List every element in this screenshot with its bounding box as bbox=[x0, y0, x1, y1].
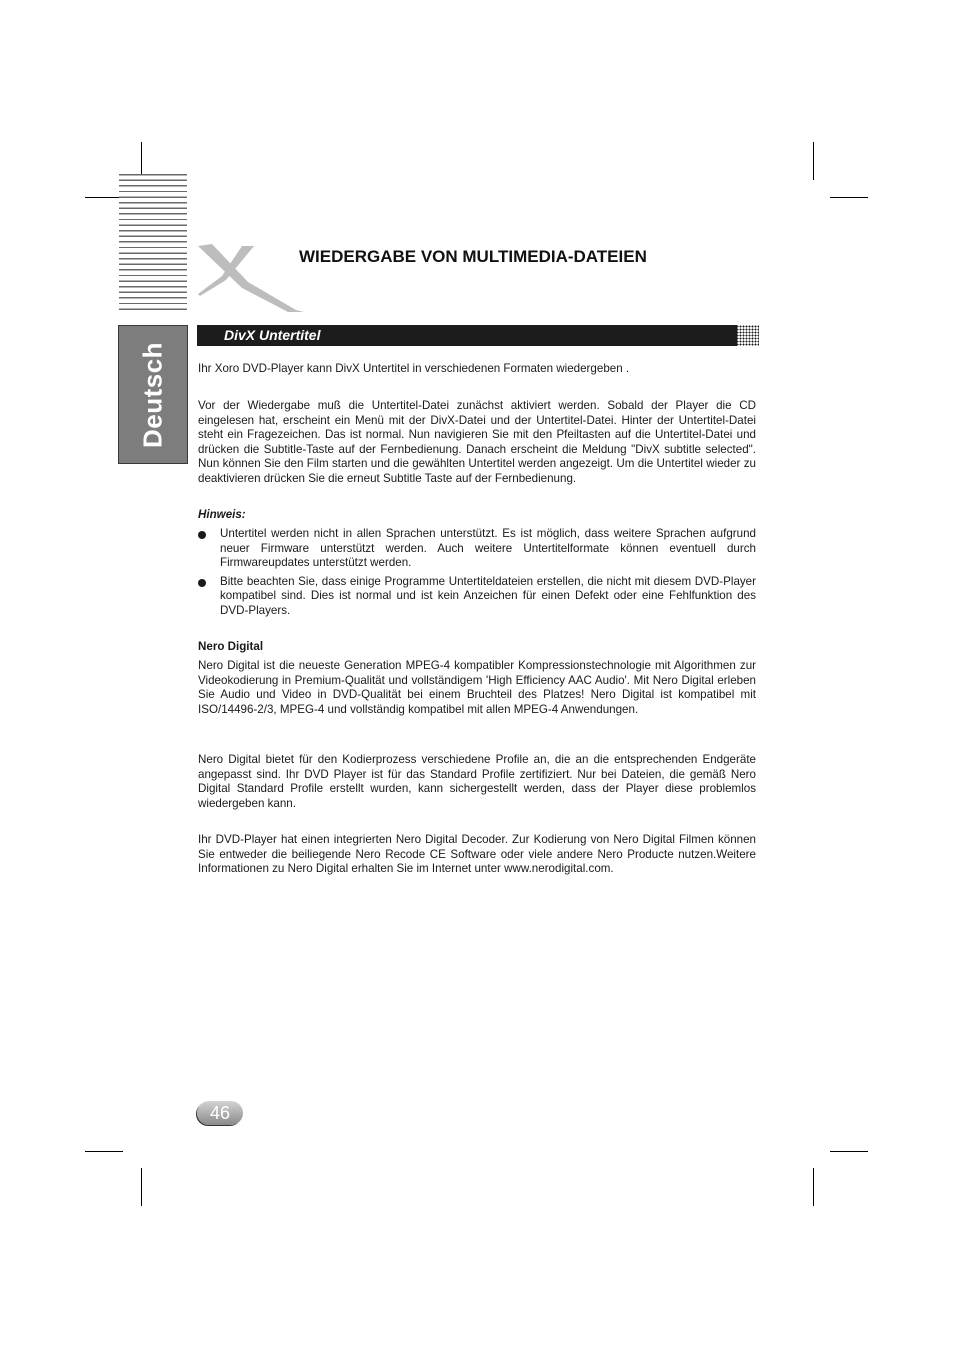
list-item-text: Bitte beachten Sie, dass einige Programme Untertiteldateien erstellen, die nicht mit diesem DVD-Player kompatibel sind. Dies ist normal und ist kein Anzeichen für einen Defekt oder eine Fehlfunktion des DVD-Players. bbox=[220, 574, 756, 617]
nero-paragraph-2 bbox=[198, 753, 756, 811]
crop-mark-bottom-right-h bbox=[830, 1151, 868, 1152]
paragraph-text: Nero Digital ist die neueste Generation MPEG-4 kompatibler Kompressionstechnologie mit Algorithmen zur Videokodierung in Premium-Qualität und vollständigem 'High Efficiency AAC Audio'. Mit Nero Digital erleben Sie Audio und Video in DVD-Qualität bei einem Bruchteil des Platzes! Nero Digital ist kompatibel mit ISO/14496-2/3, MPEG-4 und vollständig kompatibel mit allen MPEG-4 Anwendungen. bbox=[198, 659, 756, 716]
list-item bbox=[198, 527, 756, 571]
note-heading: Hinweis: bbox=[198, 508, 246, 521]
crop-mark-top-left-h bbox=[85, 197, 123, 198]
paragraph-text: Nero Digital bietet für den Kodierprozess verschiedene Profile an, die an die entsprechenden Endgeräte angepasst sind. Ihr DVD Player ist für das Standard Profile zertifiziert. Nur bei Dateien, die gemäß Nero Digital Standard Profile erstellt wurden, kann sichergestellt werden, dass der Player diese problemlos wiedergeben kann. bbox=[198, 753, 756, 810]
language-tab-label: Deutsch bbox=[137, 341, 168, 448]
language-tab bbox=[118, 325, 188, 464]
crop-mark-bottom-left-v bbox=[141, 1168, 142, 1206]
intro-paragraph bbox=[198, 362, 756, 377]
sidebar-stripes bbox=[119, 174, 187, 314]
nero-paragraph-1 bbox=[198, 659, 756, 717]
list-item-text: Untertitel werden nicht in allen Sprachen unterstützt. Es ist möglich, dass weitere Sprachen aufgrund neuer Firmware unterstützt werden. Auch weitere Untertitelformate können eventuell durch Firmwareupdates unterstützt werden. bbox=[220, 527, 756, 569]
intro-text: Ihr Xoro DVD-Player kann DivX Untertitel in verschiedenen Formaten wiedergeben . bbox=[198, 362, 630, 375]
page-number: 46 bbox=[197, 1101, 243, 1125]
list-item bbox=[198, 575, 756, 619]
xoro-x-logo-icon bbox=[196, 240, 306, 315]
note-list bbox=[198, 527, 756, 622]
section-title: DivX Untertitel bbox=[224, 327, 321, 343]
page-title: WIEDERGABE VON MULTIMEDIA-DATEIEN bbox=[299, 247, 647, 266]
bullet-icon bbox=[198, 579, 206, 587]
paragraph-text: Vor der Wiedergabe muß die Untertitel-Datei zunächst aktiviert werden. Sobald der Player die CD eingelesen hat, erscheint ein Menü mit der DivX-Datei und der Untertitel-Datei. Hinter der Untertitel-Datei steht ein Fragezeichen. Das ist normal. Nun navigieren Sie mit den Pfeiltasten auf die Untertitel-Datei und drücken die Subtitle-Taste auf der Fernbedienung. Danach erscheint die Meldung "DivX subtitle selected". Nun können Sie den Film starten und die gewählten Untertitel werden angezeigt. Um die Untertitel wieder zu deaktivieren drücken Sie die erneut Subtitle Taste auf der Fernbedienung. bbox=[198, 399, 756, 485]
paragraph-text: Ihr DVD-Player hat einen integrierten Nero Digital Decoder. Zur Kodierung von Nero Digital Filmen können Sie entweder die beiliegende Nero Recode CE Software oder viele andere Nero Producte nutzen.Weitere Informationen zu Nero Digital erhalten Sie im Internet unter www.nerodigital.com. bbox=[198, 833, 756, 875]
crop-mark-top-right-v bbox=[813, 142, 814, 180]
nero-paragraph-3 bbox=[198, 833, 756, 877]
nero-heading: Nero Digital bbox=[198, 640, 264, 653]
subtitle-activation-paragraph bbox=[198, 399, 756, 486]
section-bar-dot-pattern bbox=[733, 325, 759, 346]
bullet-icon bbox=[198, 531, 206, 539]
crop-mark-bottom-right-v bbox=[813, 1168, 814, 1206]
crop-mark-bottom-left-h bbox=[85, 1151, 123, 1152]
crop-mark-top-right-h bbox=[830, 197, 868, 198]
